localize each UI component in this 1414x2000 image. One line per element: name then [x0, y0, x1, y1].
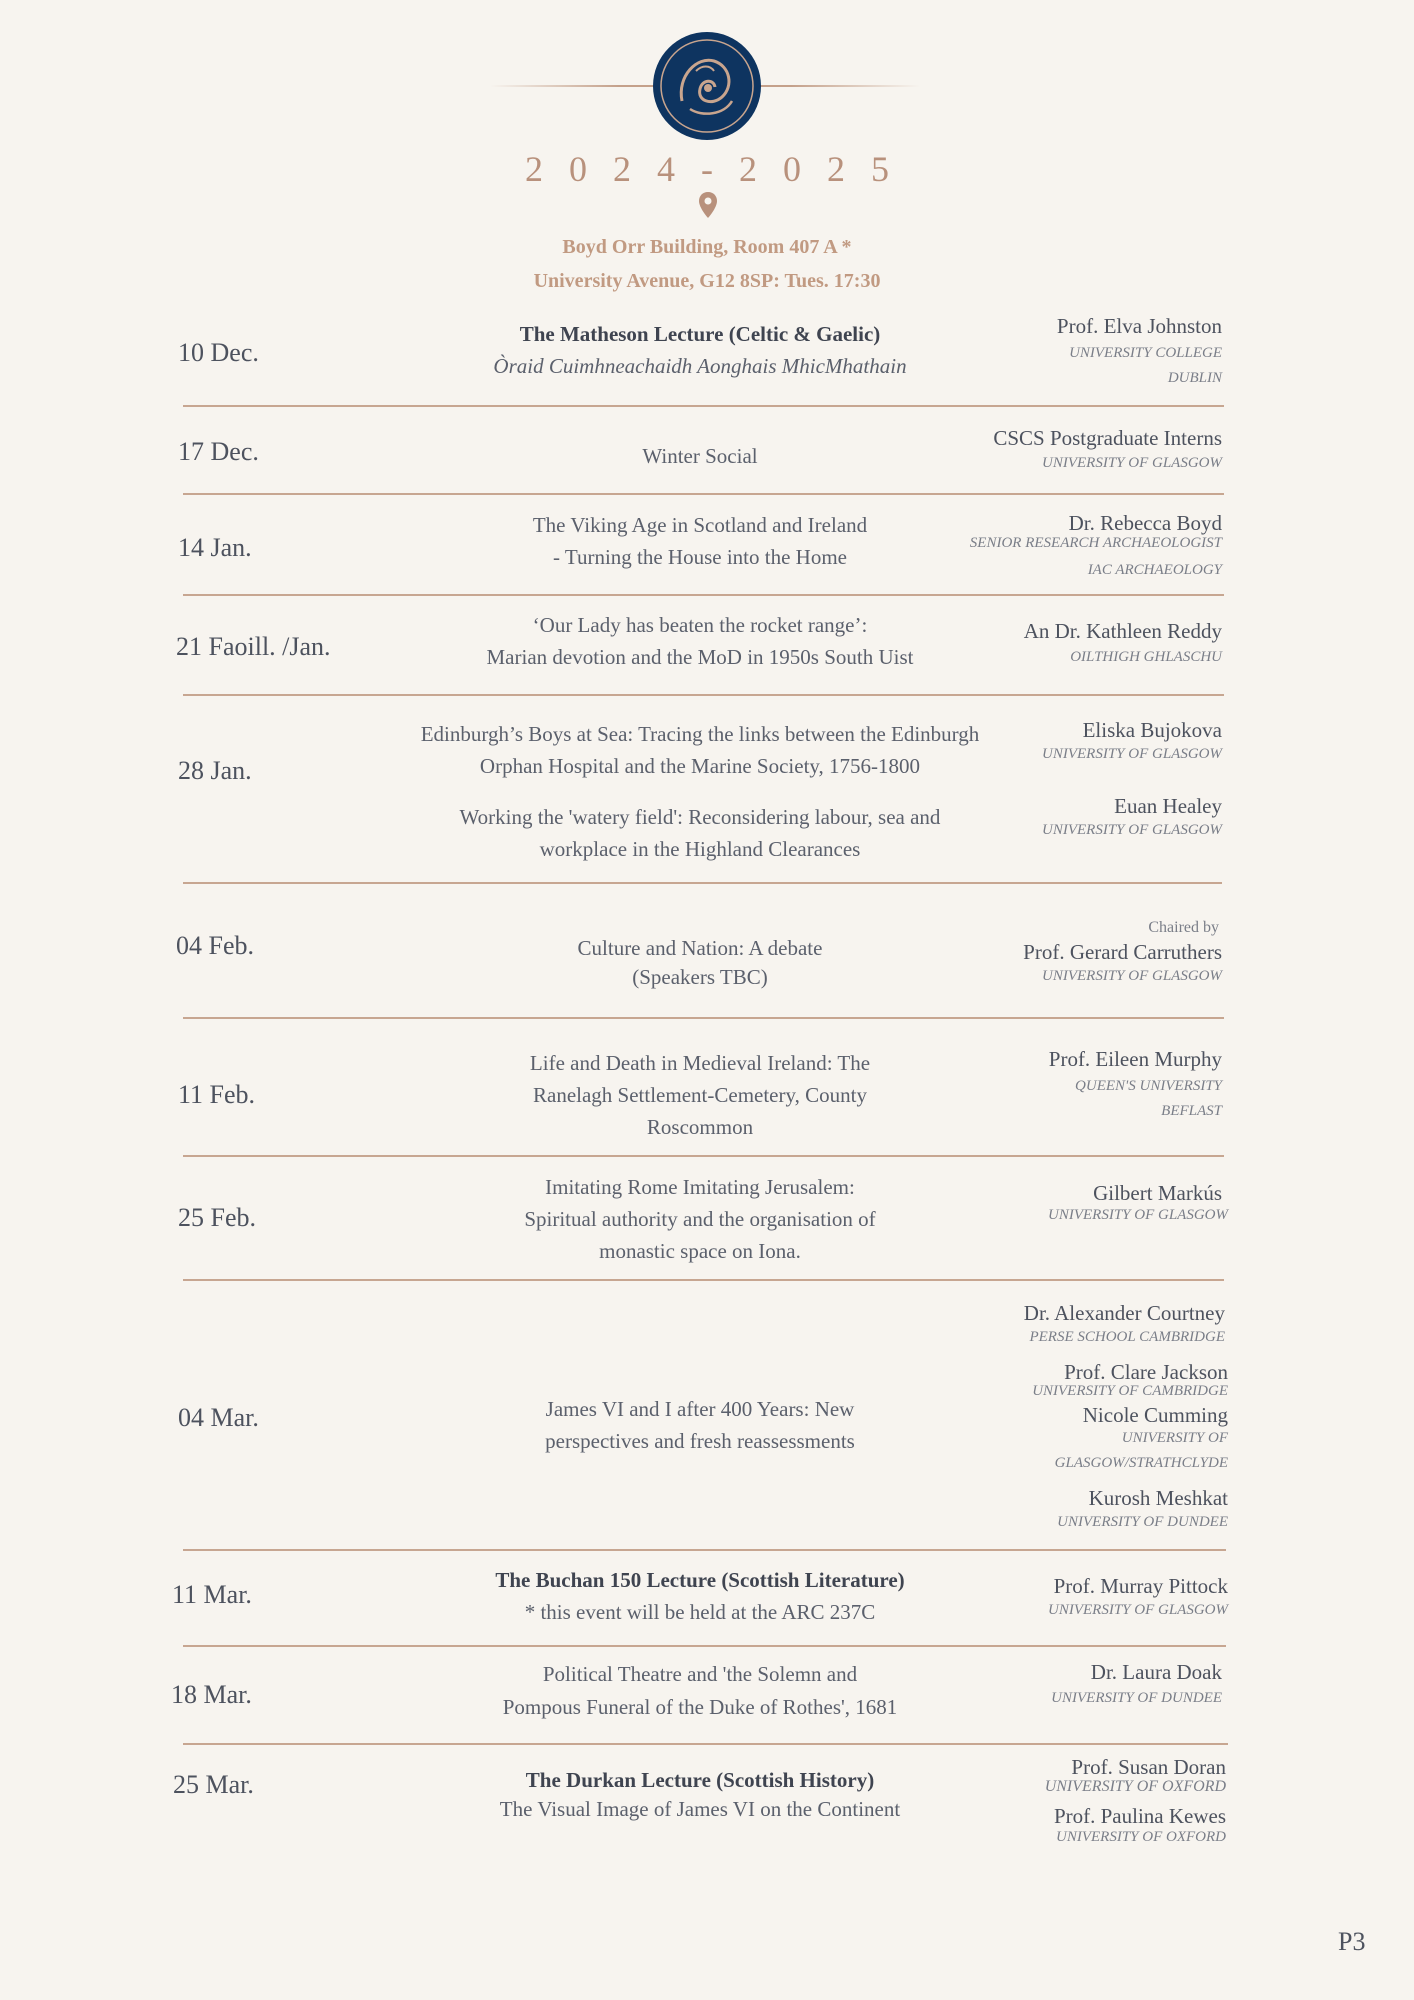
event-date: 10 Dec. — [178, 338, 259, 367]
speaker-affiliation: OILTHIGH GHLASCHU — [1070, 649, 1222, 665]
speaker-affiliation: UNIVERSITY OF CAMBRIDGE — [1032, 1383, 1228, 1399]
event-title: Marian devotion and the MoD in 1950s South Uist — [486, 645, 914, 669]
event-title: James VI and I after 400 Years: New — [545, 1397, 855, 1421]
speaker-name: Prof. Murray Pittock — [1053, 1574, 1228, 1598]
event-date: 17 Dec. — [178, 437, 259, 466]
row-divider — [183, 1743, 1228, 1745]
event-title: Edinburgh’s Boys at Sea: Tracing the links between the Edinburgh — [420, 722, 980, 746]
event-date: 04 Mar. — [178, 1403, 259, 1432]
speaker-name: Gilbert Markús — [1093, 1181, 1222, 1205]
speaker-affiliation: UNIVERSITY OF DUNDEE — [1057, 1514, 1228, 1530]
speaker-affiliation: UNIVERSITY OF GLASGOW — [1042, 746, 1222, 762]
event-title: Pompous Funeral of the Duke of Rothes', 1681 — [502, 1695, 898, 1719]
speaker-name: Kurosh Meshkat — [1088, 1486, 1228, 1510]
row-divider — [183, 694, 1224, 696]
row-divider — [183, 1549, 1226, 1551]
speaker-affiliation: UNIVERSITY OF OXFORD — [1044, 1778, 1226, 1795]
speaker-affiliation: BEFLAST — [1161, 1103, 1222, 1119]
event-title: The Matheson Lecture (Celtic & Gaelic) — [519, 322, 881, 346]
event-title: perspectives and fresh reassessments — [545, 1429, 855, 1453]
speaker-name: Prof. Clare Jackson — [1064, 1360, 1228, 1384]
event-title: Working the 'watery field': Reconsidering labour, sea and — [459, 805, 941, 829]
row-divider — [183, 882, 1222, 884]
speaker-affiliation: UNIVERSITY OF GLASGOW — [1042, 822, 1222, 838]
row-divider — [183, 1279, 1224, 1281]
event-subtitle: The Visual Image of James VI on the Continent — [499, 1797, 901, 1821]
event-date: 21 Faoill. /Jan. — [176, 632, 331, 661]
event-title: Ranelagh Settlement-Cemetery, County — [533, 1083, 867, 1107]
event-date: 14 Jan. — [178, 533, 252, 562]
event-date: 25 Feb. — [178, 1203, 256, 1232]
row-divider — [183, 1155, 1224, 1157]
event-title: The Buchan 150 Lecture (Scottish Literature) — [495, 1568, 905, 1592]
row-divider — [183, 405, 1224, 407]
speaker-affiliation: SENIOR RESEARCH ARCHAEOLOGIST — [969, 535, 1222, 551]
year-heading: 2024-2025 — [525, 149, 915, 189]
event-title: Orphan Hospital and the Marine Society, 1756-1800 — [479, 754, 921, 778]
speaker-name: Dr. Rebecca Boyd — [1068, 511, 1222, 535]
event-title: Spiritual authority and the organisation of — [524, 1207, 876, 1231]
speaker-name: Eliska Bujokova — [1082, 718, 1222, 742]
venue-line-2: University Avenue, G12 8SP: Tues. 17:30 — [533, 270, 881, 292]
speaker-affiliation: IAC ARCHAEOLOGY — [1087, 562, 1222, 578]
speaker-affiliation: QUEEN'S UNIVERSITY — [1075, 1078, 1222, 1094]
event-title: The Durkan Lecture (Scottish History) — [525, 1768, 875, 1792]
event-date: 04 Feb. — [176, 931, 254, 960]
event-title: Roscommon — [646, 1115, 754, 1139]
event-title: Winter Social — [642, 444, 758, 468]
speaker-name: Dr. Alexander Courtney — [1023, 1301, 1225, 1325]
event-title: - Turning the House into the Home — [553, 545, 847, 569]
speaker-affiliation: UNIVERSITY OF GLASGOW — [1042, 455, 1222, 471]
row-divider — [183, 594, 1224, 596]
event-title: Imitating Rome Imitating Jerusalem: — [545, 1175, 855, 1199]
row-divider — [183, 1645, 1226, 1647]
event-title: (Speakers TBC) — [632, 965, 768, 989]
speaker-name: Dr. Laura Doak — [1090, 1660, 1222, 1684]
speaker-name: Prof. Paulina Kewes — [1053, 1804, 1226, 1828]
speaker-name: Nicole Cumming — [1082, 1403, 1228, 1427]
speaker-affiliation: UNIVERSITY OF — [1121, 1430, 1228, 1446]
event-title: monastic space on Iona. — [599, 1239, 801, 1263]
event-title: Life and Death in Medieval Ireland: The — [529, 1051, 871, 1075]
event-date: 11 Mar. — [172, 1580, 252, 1609]
row-divider — [183, 1017, 1224, 1019]
speaker-affiliation: PERSE SCHOOL CAMBRIDGE — [1029, 1329, 1225, 1345]
speaker-affiliation: UNIVERSITY COLLEGE — [1069, 345, 1222, 361]
page-number: P3 — [1338, 1927, 1366, 1956]
speaker-name: Prof. Elva Johnston — [1056, 314, 1222, 338]
row-divider — [183, 493, 1224, 495]
speaker-affiliation: UNIVERSITY OF GLASGOW — [1048, 1207, 1228, 1223]
speaker-affiliation: UNIVERSITY OF OXFORD — [1056, 1829, 1226, 1845]
location-pin-icon — [698, 191, 718, 219]
event-title: The Viking Age in Scotland and Ireland — [532, 513, 868, 537]
event-date: 11 Feb. — [178, 1080, 256, 1109]
event-title: Political Theatre and 'the Solemn and — [542, 1662, 858, 1686]
speaker-name: Prof. Susan Doran — [1071, 1755, 1226, 1779]
speaker-affiliation: UNIVERSITY OF GLASGOW — [1042, 968, 1222, 984]
event-note: * this event will be held at the ARC 237C — [524, 1600, 876, 1624]
speaker-affiliation: UNIVERSITY OF GLASGOW — [1048, 1602, 1228, 1618]
speaker-name: Prof. Eileen Murphy — [1048, 1047, 1222, 1071]
speaker-name: CSCS Postgraduate Interns — [993, 426, 1222, 450]
speaker-name: Prof. Gerard Carruthers — [1023, 940, 1222, 964]
event-subtitle: Òraid Cuimhneachaidh Aonghais MhicMhathain — [493, 354, 907, 378]
celtic-knot-emblem-icon — [652, 31, 762, 141]
speaker-name: An Dr. Kathleen Reddy — [1023, 619, 1222, 643]
event-date: 18 Mar. — [171, 1680, 252, 1709]
venue-line-1: Boyd Orr Building, Room 407 A * — [562, 236, 852, 258]
speaker-affiliation: UNIVERSITY OF DUNDEE — [1051, 1690, 1222, 1706]
event-title: workplace in the Highland Clearances — [539, 837, 861, 861]
event-title: ‘Our Lady has beaten the rocket range’: — [532, 613, 868, 637]
speaker-affiliation: DUBLIN — [1167, 370, 1222, 386]
speaker-affiliation: GLASGOW/STRATHCLYDE — [1054, 1455, 1228, 1471]
event-date: 28 Jan. — [178, 756, 252, 785]
speaker-name: Euan Healey — [1114, 794, 1222, 818]
chair-label: Chaired by — [1148, 919, 1219, 936]
event-date: 25 Mar. — [173, 1770, 254, 1799]
event-title: Culture and Nation: A debate — [577, 936, 823, 960]
